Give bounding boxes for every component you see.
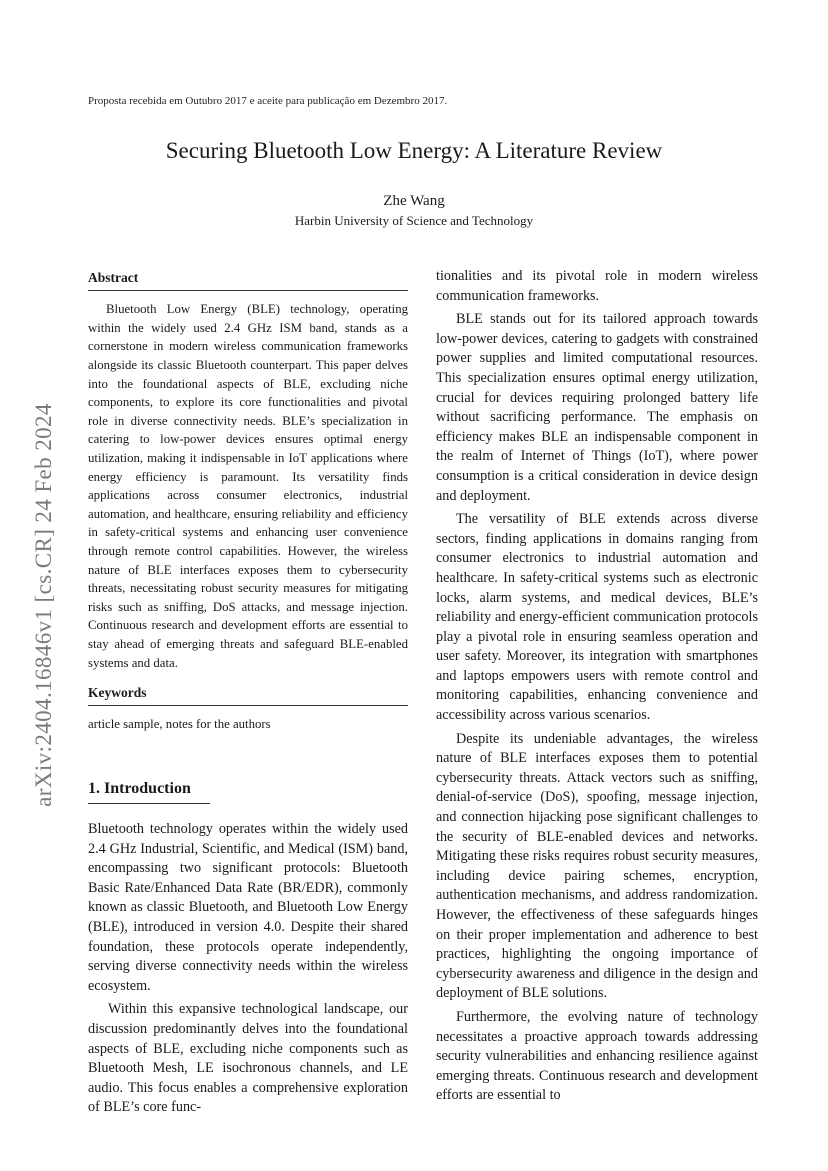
body-paragraph: Furthermore, the evolving nature of technology necessitates a proactive approach towards addressing security vulnerabilities and enhancing resilience against emerging threats. Continuous research and development efforts are essential to [436, 1008, 758, 1104]
keywords-heading: Keywords [88, 683, 408, 706]
arxiv-identifier [26, 360, 62, 850]
right-column [436, 267, 758, 1106]
paper-title: Securing Bluetooth Low Energy: A Literature Review [165, 138, 663, 163]
keywords-text: article sample, notes for the authors [88, 717, 271, 732]
keywords-section [88, 683, 408, 735]
introduction-paragraph: Bluetooth technology operates within the widely used 2.4 GHz Industrial, Scientific, and Medical (ISM) band, encompassing two significant protocols: Bluetooth Basic Rate/Enhanced Data Rate (BR/EDR), commonly known as classic Bluetooth, and Bluetooth Low Energy (BLE), introduced in version 4.0. Despite their shared foundation, these protocols operate independently, serving diverse connectivity needs within the wireless ecosystem. [88, 821, 408, 994]
body-paragraph: BLE stands out for its tailored approach towards low-power devices, catering to gadgets with constrained power supplies and limited computational resources. This specialization ensures optimal energy utilization, crucial for devices requiring prolonged battery life without sacrificing performance. The emphasis on efficiency makes BLE an indispensable component in the realm of Internet of Things (IoT), where power consumption is a critical consideration in device design and deployment. [436, 311, 758, 504]
header-note: Proposta recebida em Outubro 2017 e aceite para publicação em Dezembro 2017. [88, 95, 448, 107]
abstract-heading: Abstract [88, 268, 408, 291]
author-name: Zhe Wang [383, 193, 445, 209]
author-affiliation: Harbin University of Science and Technology [294, 213, 534, 228]
introduction-heading: 1. Introduction [88, 779, 210, 804]
arxiv-identifier-text: arXiv:2404.16846v1 [cs.CR] 24 Feb 2024 [31, 403, 56, 807]
left-column [88, 268, 408, 1118]
abstract-text: Bluetooth Low Energy (BLE) technology, operating within the widely used 2.4 GHz ISM band, stands as a cornerstone in modern wireless communication frameworks alongside its classic Bluetooth counterpart. This paper delves into the foundational aspects of BLE, excluding niche components, to explore its core functionalities and pivotal role in diverse connectivity needs. BLE’s specialization in catering to low-power devices ensures optimal energy utilization, making it indispensable in IoT applications where energy efficiency is paramount. Its versatility finds applications across consumer electronics, industrial automation, and healthcare, ensuring reliability and efficiency in safety-critical systems and enhancing user convenience through remote control capabilities. However, the wireless nature of BLE interfaces exposes them to cybersecurity threats, necessitating robust security measures for mitigating risks such as sniffing, DoS attacks, and message injection. Continuous research and development efforts are essential to stay ahead of emerging threats and safeguard BLE-enabled systems and data. [88, 302, 408, 670]
body-paragraph: tionalities and its pivotal role in modern wireless communication frameworks. [436, 268, 758, 304]
body-paragraph: Despite its undeniable advantages, the wireless nature of BLE interfaces exposes them to potential cybersecurity threats. Attack vectors such as sniffing, denial-of-service (DoS), spoofing, message injection, and connection hijacking pose significant challenges to the security of BLE-enabled devices and networks. Mitigating these risks requires robust security measures, including device pairing schemes, encryption, authentication mechanisms, and address randomization. However, the effectiveness of these safeguards hinges on their proper implementation and adherence to best practices, highlighting the ongoing importance of cybersecurity awareness and diligence in the design and deployment of BLE solutions. [436, 730, 758, 1002]
introduction-paragraph: Within this expansive technological landscape, our discussion predominantly delves into the foundational aspects of BLE, excluding niche components such as Bluetooth Mesh, LE isochronous channels, and LE audio. This focus enables a comprehensive exploration of BLE’s core func- [88, 1001, 408, 1116]
body-paragraph: The versatility of BLE extends across diverse sectors, finding applications in domains ranging from consumer electronics to industrial automation and healthcare. In safety-critical systems such as electronic locks, alarm systems, and medical devices, BLE’s reliability and energy-efficient communication protocols play a pivotal role in ensuring seamless operation and user safety. Moreover, its integration with smartphones and laptops empowers users with remote control and monitoring capabilities, enhancing convenience and accessibility across various scenarios. [436, 511, 758, 724]
